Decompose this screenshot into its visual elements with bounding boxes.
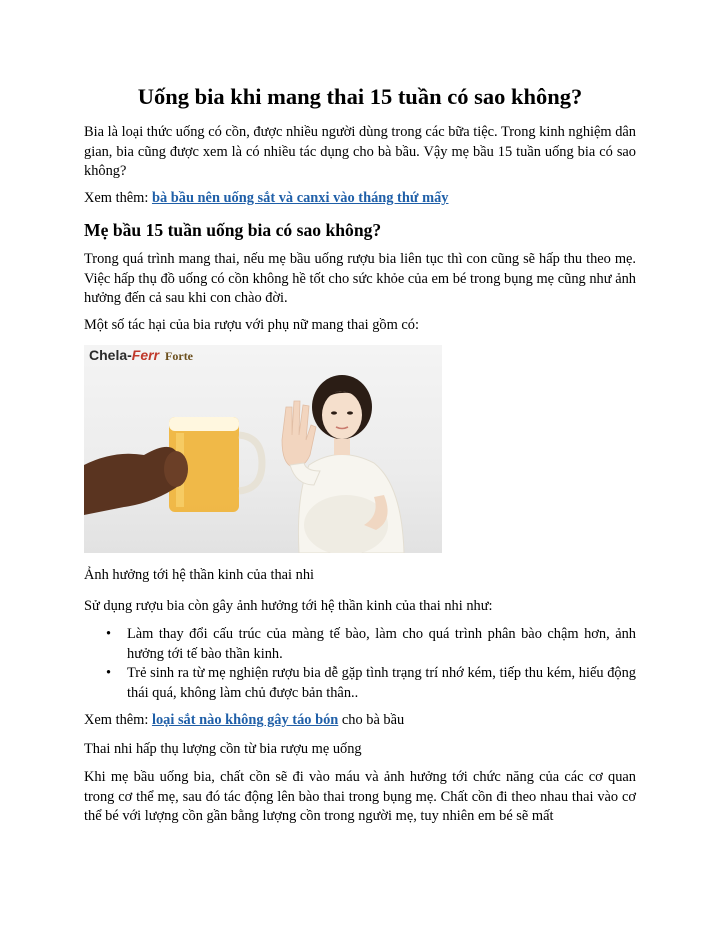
brand-logo-accent: Ferr xyxy=(131,347,160,363)
see-also-2 xyxy=(84,711,636,731)
page-title: Uống bia khi mang thai 15 tuần có sao không? xyxy=(137,84,583,109)
see-also-1-prefix: Xem thêm: xyxy=(84,190,152,206)
brand-logo-suffix: Forte xyxy=(165,349,194,363)
intro-paragraph: Bia là loại thức uống có cồn, được nhiều người dùng trong các bữa tiệc. Trong kinh nghiệm dân gian, bia cũng được xem là có nhiều tác dụng cho bà bầu. Vậy mẹ bầu 15 tuần uống bia có sao không? xyxy=(84,124,636,179)
paragraph-4: Khi mẹ bầu uống bia, chất cồn sẽ đi vào máu và ảnh hưởng tới chức năng của các cơ quan trong cơ thể mẹ, sau đó tác động lên bào thai trong bụng mẹ. Chất cồn đi theo nhau thai vào cơ thể bé với lượng cồn gần bằng lượng cồn trong người mẹ, tuy nhiên em bé sẽ mất xyxy=(84,769,636,824)
bullet-icon: • xyxy=(106,626,112,642)
section-b-heading: Thai nhi hấp thụ lượng cồn từ bia rượu mẹ uống xyxy=(84,741,362,757)
list-item xyxy=(84,664,636,703)
paragraph-1: Trong quá trình mang thai, nếu mẹ bầu uống rượu bia liên tục thì con cũng sẽ hấp thu theo mẹ. Việc hấp thụ đồ uống có cồn không hề tốt cho sức khỏe của em bé trong bụng mẹ cũng như ảnh hưởng đến cả sau khi con chào đời. xyxy=(84,251,636,306)
see-also-1-link[interactable]: bà bầu nên uống sắt và canxi vào tháng thứ mấy xyxy=(151,190,449,206)
section-a-heading: Ảnh hưởng tới hệ thần kinh của thai nhi xyxy=(84,567,315,583)
paragraph-3: Sử dụng rượu bia còn gây ảnh hưởng tới hệ thần kinh của thai nhi như: xyxy=(84,598,493,614)
list-item xyxy=(84,625,636,664)
bullet-icon: • xyxy=(106,665,112,681)
woman-refusing-beer-illustration xyxy=(84,345,442,553)
brand-logo xyxy=(89,347,193,364)
brand-logo-main: Chela- xyxy=(89,347,132,363)
see-also-2-suffix: cho bà bầu xyxy=(338,712,405,728)
list-item-text: Trẻ sinh ra từ mẹ nghiện rượu bia dễ gặp tình trạng trí nhớ kém, tiếp thu kém, hiếu động thái quá, không làm chủ được bản thân.. xyxy=(127,665,636,701)
bullet-list xyxy=(84,625,636,703)
see-also-2-link[interactable]: loại sắt nào không gây táo bón xyxy=(151,712,339,728)
see-also-1 xyxy=(84,189,636,209)
see-also-2-prefix: Xem thêm: xyxy=(84,712,152,728)
article-image xyxy=(84,345,442,553)
section-heading: Mẹ bầu 15 tuần uống bia có sao không? xyxy=(84,220,382,240)
list-item-text: Làm thay đổi cấu trúc của màng tế bào, làm cho quá trình phân bào chậm hơn, ảnh hưởng tới tế bào thần kinh. xyxy=(127,626,636,662)
paragraph-2: Một số tác hại của bia rượu với phụ nữ mang thai gồm có: xyxy=(84,317,419,333)
